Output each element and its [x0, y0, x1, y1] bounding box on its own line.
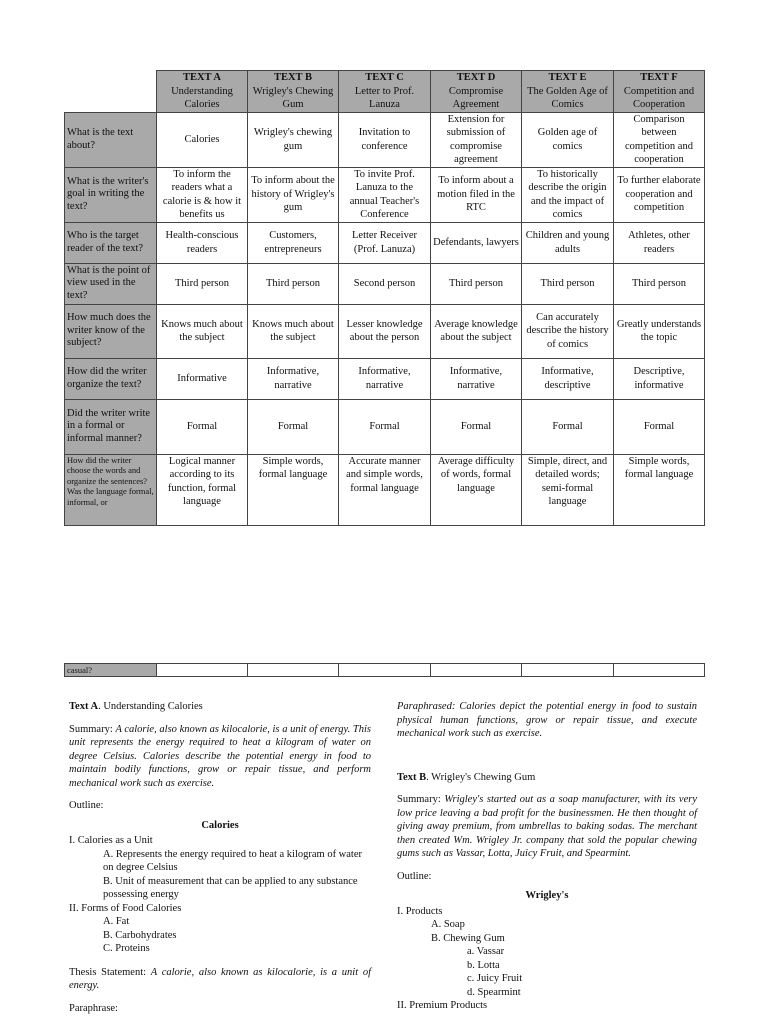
outline-item: B. Unit of measurement that can be applied to any substance possessing energy	[103, 875, 358, 900]
table-cell: To historically describe the origin and the impact of comics	[522, 167, 614, 222]
table-cell: Customers, entrepreneurs	[248, 222, 339, 263]
outline-item: A. Represents the energy required to heat a kilogram of water on degree Celsius	[103, 848, 363, 873]
header-text-a: TEXT A Understanding Calories	[157, 71, 248, 113]
row-question: How much does the writer know of the subject?	[65, 304, 157, 358]
text-a-outline-label: Outline:	[69, 800, 104, 811]
row-question: Did the writer write in a formal or informal manner?	[65, 399, 157, 454]
outline-item: d. Spearmint	[467, 986, 521, 998]
table-cell: To inform the readers what a calorie is & how it benefits us	[157, 167, 248, 222]
table-cell: Logical manner according to its function, formal language	[157, 454, 248, 525]
table-row	[65, 112, 705, 167]
table-cell: Defendants, lawyers	[431, 222, 522, 263]
table-cell: Simple, direct, and detailed words; semi-formal language	[522, 454, 614, 525]
table-cell: Accurate manner and simple words, formal language	[339, 454, 431, 525]
table-cell: Formal	[522, 399, 614, 454]
table-header-row	[65, 71, 705, 113]
table-cell: Children and young adults	[522, 222, 614, 263]
table-cell: Simple words, formal language	[614, 454, 705, 525]
table-cell: Golden age of comics	[522, 112, 614, 167]
table-cell: To inform about the history of Wrigley's gum	[248, 167, 339, 222]
table-cell: Invitation to conference	[339, 112, 431, 167]
text-b-outline-title: Wrigley's	[525, 890, 569, 901]
table-cell: Health-conscious readers	[157, 222, 248, 263]
outline-item: A. Fat	[103, 916, 130, 927]
table-cell: Comparison between competition and cooperation	[614, 112, 705, 167]
table-cell: Can accurately describe the history of comics	[522, 304, 614, 358]
table-cell	[522, 664, 614, 677]
left-column	[69, 700, 371, 1024]
row-question: What is the writer's goal in writing the text?	[65, 167, 157, 222]
text-a-heading: Text A. Understanding Calories	[69, 701, 203, 712]
table-row	[65, 304, 705, 358]
row-question: How did the writer organize the text?	[65, 358, 157, 399]
table-cell: Informative	[157, 358, 248, 399]
table-row	[65, 664, 705, 677]
outline-item: I. Calories as a Unit	[69, 835, 153, 846]
table-cell: Formal	[431, 399, 522, 454]
table-cell: Formal	[248, 399, 339, 454]
table-cell: Formal	[157, 399, 248, 454]
table-cell: Calories	[157, 112, 248, 167]
text-b-summary: Summary: Wrigley's started out as a soap manufacturer, with its very low price leaving a bad profit for the businessmen. He then thought of giving away premium, from umbrellas to baking sodas. The merchant then created Wm. Wrigley Jr. company that sold the popular chewing gums such as Vassar, Lotta, Juicy Fruit, and Spearmint.	[397, 794, 697, 859]
table-cell: To invite Prof. Lanuza to the annual Teacher's Conference	[339, 167, 431, 222]
comparison-table	[64, 70, 705, 526]
table-cell: Third person	[157, 263, 248, 304]
table-cell: Wrigley's chewing gum	[248, 112, 339, 167]
table-cell: Lesser knowledge about the person	[339, 304, 431, 358]
table-cell: Third person	[614, 263, 705, 304]
table-cell	[157, 664, 248, 677]
row-question: Who is the target reader of the text?	[65, 222, 157, 263]
row-question: What is the point of view used in the text?	[65, 263, 157, 304]
header-text-e: TEXT E The Golden Age of Comics	[522, 71, 614, 113]
table-cell: Knows much about the subject	[157, 304, 248, 358]
table-cell: Second person	[339, 263, 431, 304]
header-text-b: TEXT B Wrigley's Chewing Gum	[248, 71, 339, 113]
table-cell: Extension for submission of compromise agreement	[431, 112, 522, 167]
text-b-heading: Text B. Wrigley's Chewing Gum	[397, 771, 536, 783]
text-a-paraphrase-label: Paraphrase:	[69, 1002, 118, 1014]
table-cell	[248, 664, 339, 677]
outline-item: A. Soap	[431, 919, 465, 930]
table-row	[65, 399, 705, 454]
table-cell: Average difficulty of words, formal language	[431, 454, 522, 525]
table-cell: Informative, narrative	[431, 358, 522, 399]
text-a-thesis: Thesis Statement: A calorie, also known as kilocalorie, is a unit of energy.	[69, 966, 371, 991]
table-row	[65, 454, 705, 525]
table-cell: Knows much about the subject	[248, 304, 339, 358]
table-cell: Average knowledge about the subject	[431, 304, 522, 358]
right-column	[397, 700, 697, 1013]
outline-item: B. Carbohydrates	[103, 929, 177, 941]
table-cell: Informative, descriptive	[522, 358, 614, 399]
table-cell: Simple words, formal language	[248, 454, 339, 525]
table-cell: Informative, narrative	[248, 358, 339, 399]
table-cell: Third person	[431, 263, 522, 304]
table-cell: Descriptive, informative	[614, 358, 705, 399]
table-cell: Formal	[339, 399, 431, 454]
table-cell: Informative, narrative	[339, 358, 431, 399]
table-cell: To further elaborate cooperation and competition	[614, 167, 705, 222]
table-cell	[614, 664, 705, 677]
text-a-outline-title: Calories	[201, 819, 239, 831]
table-cell: Athletes, other readers	[614, 222, 705, 263]
outline-item: c. Juicy Fruit	[467, 973, 523, 984]
table-row	[65, 263, 705, 304]
row-question: What is the text about?	[65, 112, 157, 167]
table-cell: Greatly understands the topic	[614, 304, 705, 358]
text-a-paraphrased: Paraphrased: Calories depict the potential energy in food to sustain physical human functions, grow or repair tissue, and execute mechanical work such as exercise.	[397, 701, 697, 739]
outline-item: II. Forms of Food Calories	[69, 902, 182, 914]
table-row	[65, 358, 705, 399]
table-continuation	[64, 663, 705, 677]
table-corner	[65, 71, 157, 113]
header-text-f: TEXT F Competition and Cooperation	[614, 71, 705, 113]
header-text-d: TEXT D Compromise Agreement	[431, 71, 522, 113]
table-cell	[431, 664, 522, 677]
table-cell: Third person	[248, 263, 339, 304]
text-a-summary: Summary: A calorie, also known as kilocalorie, is a unit of energy. This unit represents the energy required to heat a kilogram of water on degree Celsius. Calories describe the potential energy in food to maintain bodily functions, grow or repair tissue, and perform mechanical work such as exercise.	[69, 723, 371, 789]
row-question: How did the writer choose the words and organize the sentences? Was the language formal, informal, or	[65, 454, 157, 525]
table-cell: To inform about a motion filed in the RTC	[431, 167, 522, 222]
table-cell: Third person	[522, 263, 614, 304]
outline-item: B. Chewing Gum	[431, 932, 505, 944]
outline-item: C. Proteins	[103, 943, 150, 954]
table-cell	[339, 664, 431, 677]
table-cell: Formal	[614, 399, 705, 454]
table-row	[65, 167, 705, 222]
header-text-c: TEXT C Letter to Prof. Lanuza	[339, 71, 431, 113]
outline-item: a. Vassar	[467, 946, 505, 957]
text-b-outline-label: Outline:	[397, 870, 432, 882]
outline-item: b. Lotta	[467, 959, 500, 971]
table-cell: Letter Receiver (Prof. Lanuza)	[339, 222, 431, 263]
outline-item: II. Premium Products	[397, 1000, 488, 1011]
table-row	[65, 222, 705, 263]
outline-item: I. Products	[397, 905, 443, 917]
row-question-continued: casual?	[65, 664, 157, 677]
